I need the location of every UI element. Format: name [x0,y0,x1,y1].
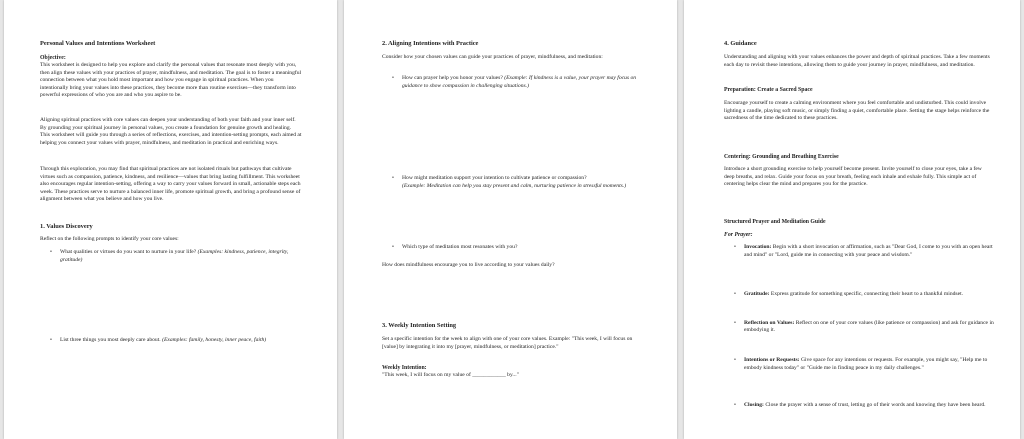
section-2-heading: 2. Aligning Intentions with Practice [382,40,479,47]
prayer-step-reflection-text: Reflect on one of your core values (like patience or compassion) and ask for guidance in embodying it. [744,319,994,334]
document-page-3 [684,0,1020,439]
prayer-step-invocation-text: Begin with a short invocation or affirmation, such as "Dear God, I come to you with an open heart and mind" or "Lord, guide me in connecting with your peace and wisdom." [744,244,993,258]
worksheet-title: Personal Values and Intentions Worksheet [40,40,156,47]
prayer-step-gratitude [734,291,994,299]
objective-heading: Objective: [40,55,66,61]
intro-paragraph-3: Through this exploration, you may find that spiritual practices are not isolated rituals but pathways that cultivate virtues such as compassion, patience, kindness, and resilience—values that bring lasting fulfillment. This worksheet also encourages regular intention-setting, offering a way to carry your values forward in small, actionable steps each week. These practices serve to nurture a balanced inner life, promote spiritual growth, and bring a profound sense of alignment between what you believe and how you live. [40,166,301,203]
section-1-intro: Reflect on the following prompts to identify your core values: [40,236,179,242]
values-question-1-example: (Examples: kindness, patience, integrity, gratitude) [60,249,289,263]
practice-question-4: How does mindfulness encourage you to live according to your values daily? [382,262,555,268]
practice-question-3 [392,244,652,252]
values-question-2 [50,337,310,345]
prayer-step-gratitude-text: Express gratitude for something specific, connecting their heart to a thankful mindset. [770,291,964,298]
prayer-step-intentions-text: Give space for any intentions or requests. For example, you might say, "Help me to embody kindness today" or "Guide me in finding peace in my daily challenges." [744,356,988,371]
values-question-2-example: (Examples: family, honesty, inner peace, faith) [162,337,267,344]
document-page-1 [4,0,337,439]
practice-question-2-example: (Example: Meditation can help you stay present and calm, nurturing patience in stressful moments.) [402,182,627,189]
section-4-text: Understanding and aligning with your values enhances the power and depth of spiritual practices. Take a few moments each day to revisit these intentions, allowing them to guide your journey in prayer, mindfulness, and meditation. [724,54,990,68]
weekly-intention-label: Weekly Intention: [382,365,427,371]
centering-heading: Centering: Grounding and Breathing Exercise [724,154,839,160]
preparation-heading: Preparation: Create a Sacred Space [724,87,813,93]
section-3-heading: 3. Weekly Intention Setting [382,322,457,329]
prayer-step-closing [734,402,994,410]
values-question-2-text: List three things you most deeply care about. [60,337,161,344]
prayer-step-invocation [734,244,994,259]
prayer-step-gratitude-label: Gratitude: [744,291,770,298]
practice-question-2-text: How might meditation support your intention to cultivate patience or compassion? [402,175,587,182]
practice-question-1-text: How can prayer help you honor your values? [402,75,503,81]
practice-question-1-example: (Example: If kindness is a value, your prayer may focus on guidance to show compassion in challenging situations.) [402,75,637,89]
prayer-step-reflection-label: Reflection on Values: [744,319,795,326]
centering-text: Introduce a short grounding exercise to help yourself become present. Invite yourself to close your eyes, take a few deep breaths, and relax. Guide your focus on your breath, feeling each inhale and exhale fully. This simple act of centering helps clear the mind and prepares you for the practice. [724,166,982,188]
practice-question-1 [392,75,652,90]
section-4-heading: 4. Guidance [724,40,757,47]
prayer-step-invocation-label: Invocation: [744,244,772,250]
practice-question-2 [392,175,662,190]
practice-question-3-text: Which type of meditation most resonates with you? [402,244,518,251]
prayer-step-reflection [734,320,994,335]
guide-heading: Structured Prayer and Meditation Guide [724,219,826,225]
prayer-step-closing-label: Closing: [744,402,764,409]
values-question-1 [50,249,300,264]
prayer-step-intentions [734,357,994,372]
document-page-2 [344,0,677,439]
prayer-step-intentions-label: Intentions or Requests: [744,356,800,363]
values-question-1-text: What qualities or virtues do you want to nurture in your life? [60,249,197,255]
objective-text: This worksheet is designed to help you explore and clarify the personal values that resonate most deeply with you, then align these values with your practices of prayer, mindfulness, and meditation. The goal is to foster a meaningful connection between what you hold most important and how you engage in spiritual practices. When you intentionally bring your values into these practices, they become more than routine exercises—they transform into powerful expressions of who you are and who you aspire to be. [40,62,302,99]
weekly-intention-template: "This week, I will focus on my value of ____________ by..." [382,372,519,378]
for-prayer-label: For Prayer: [724,232,753,238]
preparation-text: Encourage yourself to create a calming environment where you feel comfortable and undisturbed. This could involve lighting a candle, playing soft music, or simply finding a quiet, comfortable place. Setting the stage helps reinforce the sacredness of the time dedicated to these practices. [724,100,990,122]
intro-paragraph-2: Aligning spiritual practices with core values can deepen your understanding of both your faith and your inner self. By grounding your spiritual journey in personal values, you create a foundation for genuine growth and healing. This worksheet will guide you through a series of reflections, exercises, and intention-setting prompts, each aimed at helping you connect your values with prayer, mindfulness, and meditation in practical and enriching ways. [40,117,302,146]
prayer-step-closing-text: Close the prayer with a sense of trust, letting go of their words and knowing they have been heard. [765,402,986,409]
section-1-heading: 1. Values Discovery [40,223,93,230]
section-2-intro: Consider how your chosen values can guide your practices of prayer, mindfulness, and meditation: [382,54,603,60]
section-3-text: Set a specific intention for the week to align with one of your core values. Example: "This week, I will focus on [value] by integrating it into my [prayer, mindfulness, or meditation] practice." [382,336,633,350]
